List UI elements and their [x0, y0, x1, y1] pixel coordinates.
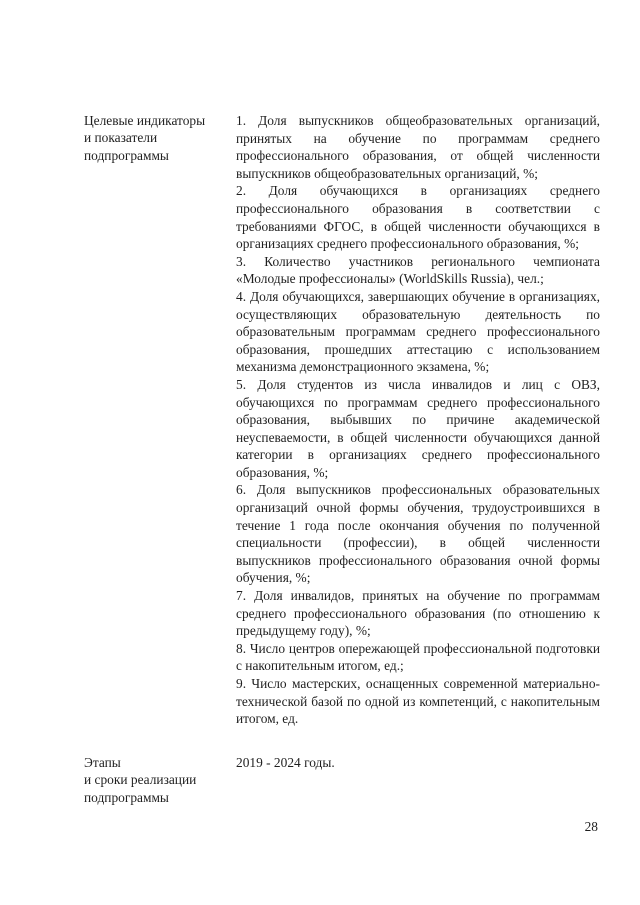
indicator-item-2: 2. Доля обучающихся в организациях среднего профессионального образования в соответствии с требованиями ФГОС, в общей численности обучающихся в организациях среднего профессионального образования, %; — [236, 183, 600, 252]
indicator-item-7: 7. Доля инвалидов, принятых на обучение по программам среднего профессионального образования (по отношению к предыдущему году), %; — [236, 588, 600, 639]
label-line: подпрограммы — [84, 789, 169, 805]
indicator-item-6: 6. Доля выпускников профессиональных образовательных организаций очной формы обучения, трудоустроившихся в течение 1 года после окончания обучения по полученной специальности (профессии), в общей численности выпускников профессионального образования очной формы обучения, %; — [236, 482, 600, 586]
page-number: 28 — [584, 819, 598, 834]
indicator-item-1: 1. Доля выпускников общеобразовательных организаций, принятых на обучение по программам среднего профессионального образования, от общей численности выпускников общеобразовательных организаций, %; — [236, 113, 600, 181]
label-line: подпрограммы — [84, 147, 169, 163]
indicator-item-5: 5. Доля студентов из числа инвалидов и лиц с ОВЗ, обучающихся по программам среднего профессионального образования, выбывших по причине академической неуспеваемости, в общей численности обучающихся данной категории в организациях среднего профессионального образования, %; — [236, 376, 600, 480]
label-line: Целевые индикаторы — [84, 113, 206, 128]
stages-label — [84, 754, 220, 806]
label-line: и показатели — [84, 130, 158, 146]
indicator-item-8: 8. Число центров опережающей профессиональной подготовки с накопительным итогом, ед.; — [236, 640, 600, 674]
label-line: и сроки реализации — [84, 772, 197, 788]
stages-period: 2019 - 2024 годы. — [236, 755, 335, 770]
indicators-label — [84, 112, 220, 164]
indicator-item-9: 9. Число мастерских, оснащенных современной материально-технической базой по одной из компетенций, с накопительным итогом, ед. — [236, 676, 600, 727]
label-line: Этапы — [84, 755, 121, 770]
stages-value — [236, 754, 600, 772]
indicator-item-3: 3. Количество участников регионального чемпионата «Молодые профессионалы» (WorldSkills Russia), чел.; — [236, 253, 600, 287]
indicator-item-4: 4. Доля обучающихся, завершающих обучение в организациях, осуществляющих образовательную деятельность по образовательным программам среднего профессионального образования, прошедших аттестацию с использованием механизма демонстрационного экзамена, %; — [236, 288, 600, 375]
indicators-list — [236, 112, 600, 728]
